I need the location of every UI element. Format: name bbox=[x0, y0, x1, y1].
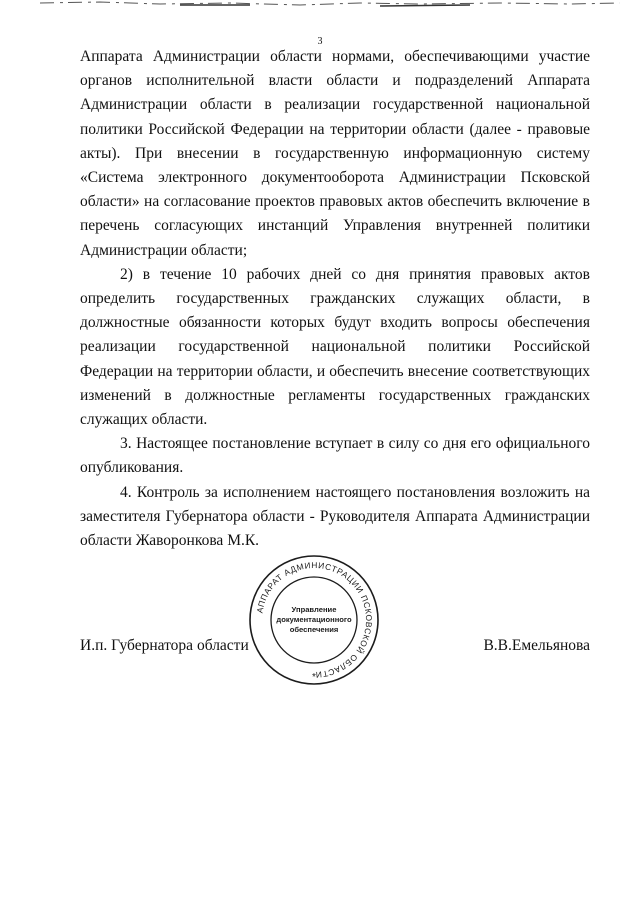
paragraph-item-3: 3. Настоящее постановление вступает в силу со дня его официального опубликования. bbox=[80, 435, 590, 477]
signer-title: И.п. Губернатора области bbox=[80, 637, 249, 654]
stamp-center-line-3: обеспечения bbox=[289, 625, 339, 634]
paragraph-continuation: Аппарата Администрации области нормами, обеспечивающими участие органов исполнительной власти области и подразделений Аппарата Администрации области в реализации государственной национальной политики Российской Федерации на территории области (далее - правовые акты). При внесении в государственную информационную систему «Система электронного документооборота Администрации Псковской области» на согласование проектов правовых актов обеспечить включение в перечень согласующих инстанций Управления внутренней политики Администрации области; bbox=[80, 48, 590, 259]
signer-name: В.В.Емельянова bbox=[483, 637, 590, 654]
paragraph-item-2: 2) в течение 10 рабочих дней со дня принятия правовых актов определить государственных гражданских служащих области, в должностные обязанности которых будут входить вопросы обеспечения реализации государственной национальной политики Российской Федерации на территории области, и обеспечить внесение соответствующих изменений в должностные регламенты государственных гражданских служащих области. bbox=[80, 265, 590, 429]
stamp-ring-text: АППАРАТ АДМИНИСТРАЦИИ ПСКОВСКОЙ ОБЛАСТИ bbox=[254, 559, 375, 681]
scan-top-edge bbox=[0, 0, 640, 12]
stamp-center-line-2: документационного bbox=[276, 615, 352, 624]
document-body bbox=[80, 45, 590, 553]
stamp-center-line-1: Управление bbox=[291, 605, 337, 614]
paragraph-item-4: 4. Контроль за исполнением настоящего постановления возложить на заместителя Губернатора области - Руководителя Аппарата Администрации области Жаворонкова М.К. bbox=[80, 483, 590, 550]
official-stamp bbox=[247, 553, 381, 687]
stamp-star-icon: * bbox=[312, 672, 316, 683]
page-number: 3 bbox=[317, 36, 323, 47]
